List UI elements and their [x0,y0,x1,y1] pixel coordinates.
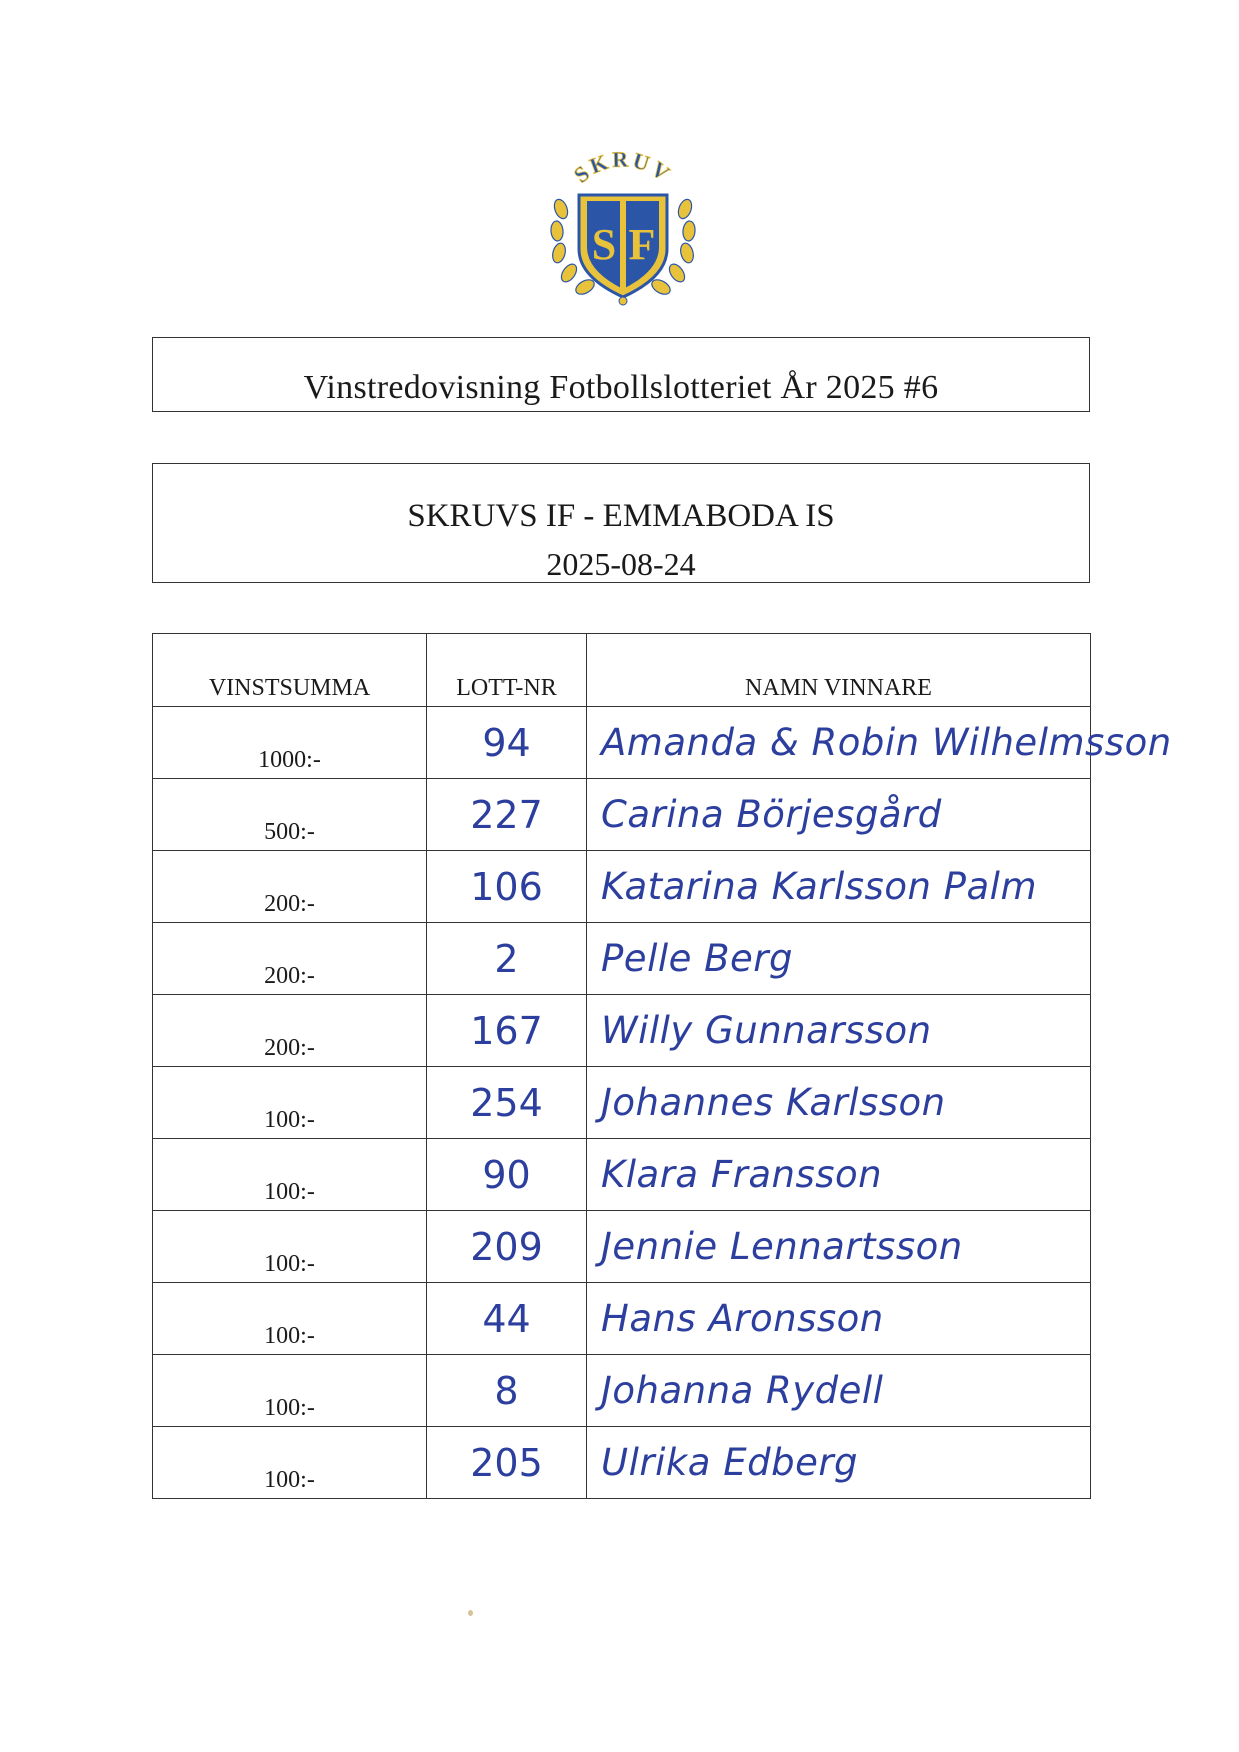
winner-name: Hans Aronsson [587,1283,1091,1355]
table-row [153,1067,1091,1139]
prize-amount: 100:- [153,1283,427,1355]
match-teams: SKRUVS IF - EMMABODA IS [407,498,835,534]
club-crest-icon [533,137,713,317]
match-box [152,463,1090,583]
logo-arc-text: SKRUV [568,146,677,188]
table-row [153,851,1091,923]
lottery-number: 2 [427,923,587,995]
header-namn-vinnare: NAMN VINNARE [587,634,1091,707]
prize-amount: 200:- [153,995,427,1067]
svg-text:SKRUV [569,147,677,188]
winner-name: Jennie Lennartsson [587,1211,1091,1283]
page-title: Vinstredovisning Fotbollslotteriet År 2025 #6 [303,369,939,406]
winner-name: Willy Gunnarsson [587,995,1091,1067]
title-box [152,337,1090,412]
lottery-number: 44 [427,1283,587,1355]
lottery-number: 205 [427,1427,587,1499]
club-logo [533,137,713,317]
winner-name: Katarina Karlsson Palm [587,851,1091,923]
lottery-number: 90 [427,1139,587,1211]
table-row [153,1139,1091,1211]
prize-amount: 200:- [153,923,427,995]
prize-amount: 100:- [153,1139,427,1211]
table-row [153,1355,1091,1427]
table-row [153,1211,1091,1283]
prize-amount: 500:- [153,779,427,851]
lottery-number: 167 [427,995,587,1067]
header-lott-nr: LOTT-NR [427,634,587,707]
prize-amount: 100:- [153,1355,427,1427]
prize-amount: 100:- [153,1211,427,1283]
lottery-number: 254 [427,1067,587,1139]
table-row [153,923,1091,995]
winner-name: Johannes Karlsson [587,1067,1091,1139]
table-row [153,1283,1091,1355]
prize-amount: 1000:- [153,707,427,779]
winner-name: Amanda & Robin Wilhelmsson [587,707,1091,779]
prize-amount: 200:- [153,851,427,923]
winner-name: Klara Fransson [587,1139,1091,1211]
winner-name: Pelle Berg [587,923,1091,995]
lottery-number: 106 [427,851,587,923]
table-row [153,779,1091,851]
winner-name: Carina Börjesgård [587,779,1091,851]
winners-table [152,633,1172,1499]
table-row [153,995,1091,1067]
lottery-number: 227 [427,779,587,851]
logo-letter-f: F [628,220,656,269]
table-row [153,707,1091,779]
table-header-row [153,634,1091,707]
paper-speck [468,1610,473,1616]
winner-name: Johanna Rydell [587,1355,1091,1427]
logo-letter-s: S [591,220,617,269]
header-vinstsumma: VINSTSUMMA [153,634,427,707]
prize-amount: 100:- [153,1067,427,1139]
prize-amount: 100:- [153,1427,427,1499]
lottery-number: 209 [427,1211,587,1283]
table-row [153,1427,1091,1499]
match-date: 2025-08-24 [546,546,696,582]
winner-name: Ulrika Edberg [587,1427,1091,1499]
lottery-number: 94 [427,707,587,779]
lottery-number: 8 [427,1355,587,1427]
